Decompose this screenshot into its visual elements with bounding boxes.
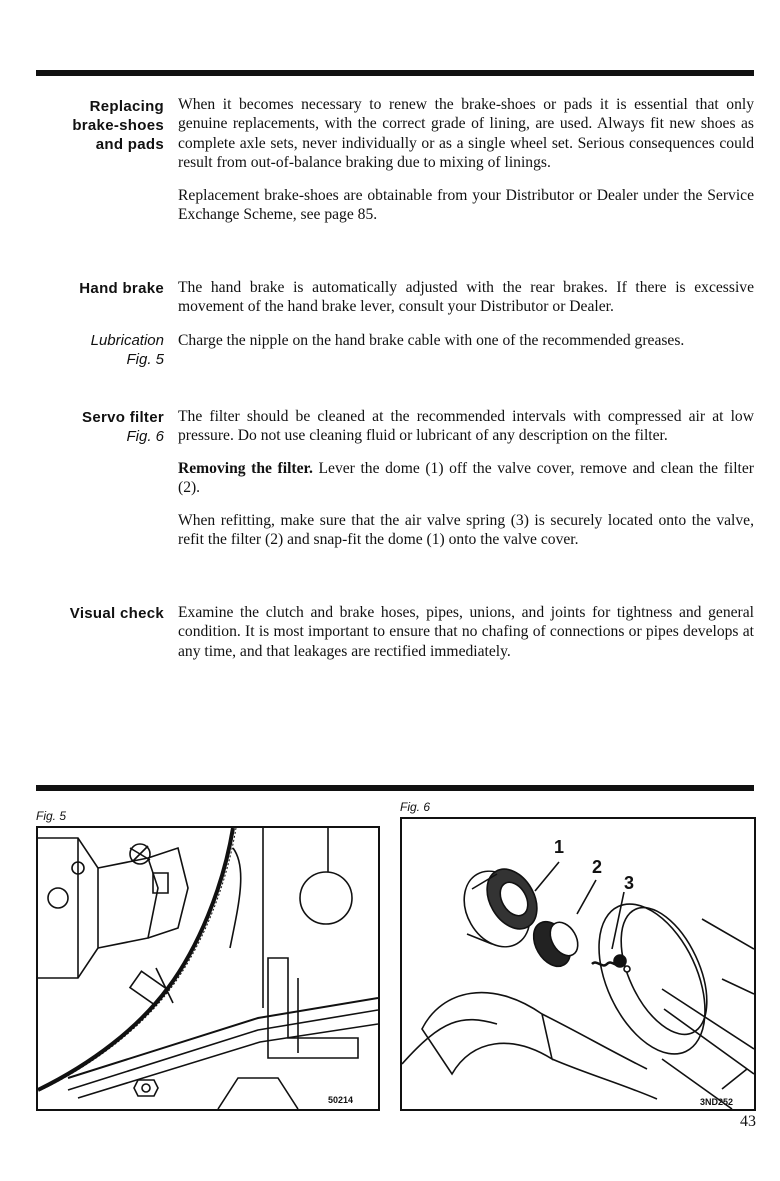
bold-lead: Removing the filter.: [178, 459, 313, 477]
section-body-visual-check: [178, 603, 754, 674]
section-heading-brake-shoes: Replacing brake-shoes and pads: [72, 98, 164, 153]
figure-code-fig6: 3ND252: [700, 1097, 734, 1107]
paragraph: Examine the clutch and brake hoses, pipes, unions, and joints for tightness and general condition. It is most important to ensure that no chafing of connections or pipes develops at any time, and that leakages are rectified immediately.: [178, 604, 754, 660]
fig6-hose: [422, 993, 552, 1074]
paragraph: When refitting, make sure that the air valve spring (3) is securely located onto the valve, refit the filter (2) and snap-fit the dome (1) onto the valve cover.: [178, 511, 754, 549]
callout-2: 2: [592, 857, 603, 877]
figure-label-fig5: Fig. 5: [36, 809, 67, 823]
callout-3: 3: [624, 873, 635, 893]
section-heading-servo-filter: Servo filter: [82, 409, 164, 426]
figure-code-fig5: 50214: [328, 1095, 354, 1105]
section-body-lubrication: [178, 331, 754, 363]
sub-heading-lubrication: Lubrication Fig. 5: [36, 331, 164, 369]
figure-reference: Fig. 6: [126, 428, 164, 445]
fig5-damper: [300, 872, 352, 924]
fig6-illustration: [402, 819, 754, 1109]
callout-1: 1: [554, 837, 565, 857]
fig5-bracket: [38, 838, 98, 978]
paragraph: Removing the filter. Lever the dome (1) off the valve cover, remove and clean the filter (2).: [178, 459, 754, 497]
figure-fig5: [36, 826, 380, 1111]
paragraph: When it becomes necessary to renew the brake-shoes or pads it is essential that only genuine replacements, with the correct grade of lining, are used. Always fit new shoes as complete axle sets, never individually or as a single wheel set. Serious consequences could result from out-of-balance braking due to mixing of linings.: [178, 96, 754, 172]
fig5-bolt: [134, 1080, 158, 1096]
section-body-hand-brake: [178, 278, 754, 330]
figure-rule: [36, 785, 754, 791]
top-rule: [36, 70, 754, 76]
figure-fig6: [400, 817, 756, 1111]
paragraph: Replacement brake-shoes are obtainable from your Distributor or Dealer under the Service Exchange Scheme, see page 85.: [178, 186, 754, 224]
section-body-brake-shoes: [178, 95, 754, 237]
figure-reference: Fig. 5: [126, 351, 164, 368]
section-heading-visual-check: Visual check: [69, 605, 164, 622]
fig5-cable: [38, 828, 233, 1090]
paragraph: Charge the nipple on the hand brake cable with one of the recommended greases.: [178, 332, 685, 349]
figure-label-fig6: Fig. 6: [400, 800, 431, 814]
section-body-servo-filter: [178, 407, 754, 562]
page-number: 43: [740, 1113, 756, 1130]
paragraph: The hand brake is automatically adjusted with the rear brakes. If there is excessive movement of the hand brake lever, consult your Distributor or Dealer.: [178, 279, 754, 316]
fig5-illustration: [38, 828, 378, 1109]
paragraph: The filter should be cleaned at the recommended intervals with compressed air at low pressure. Do not use cleaning fluid or lubricant of any description on the filter.: [178, 408, 754, 445]
section-heading-hand-brake: Hand brake: [79, 280, 164, 297]
